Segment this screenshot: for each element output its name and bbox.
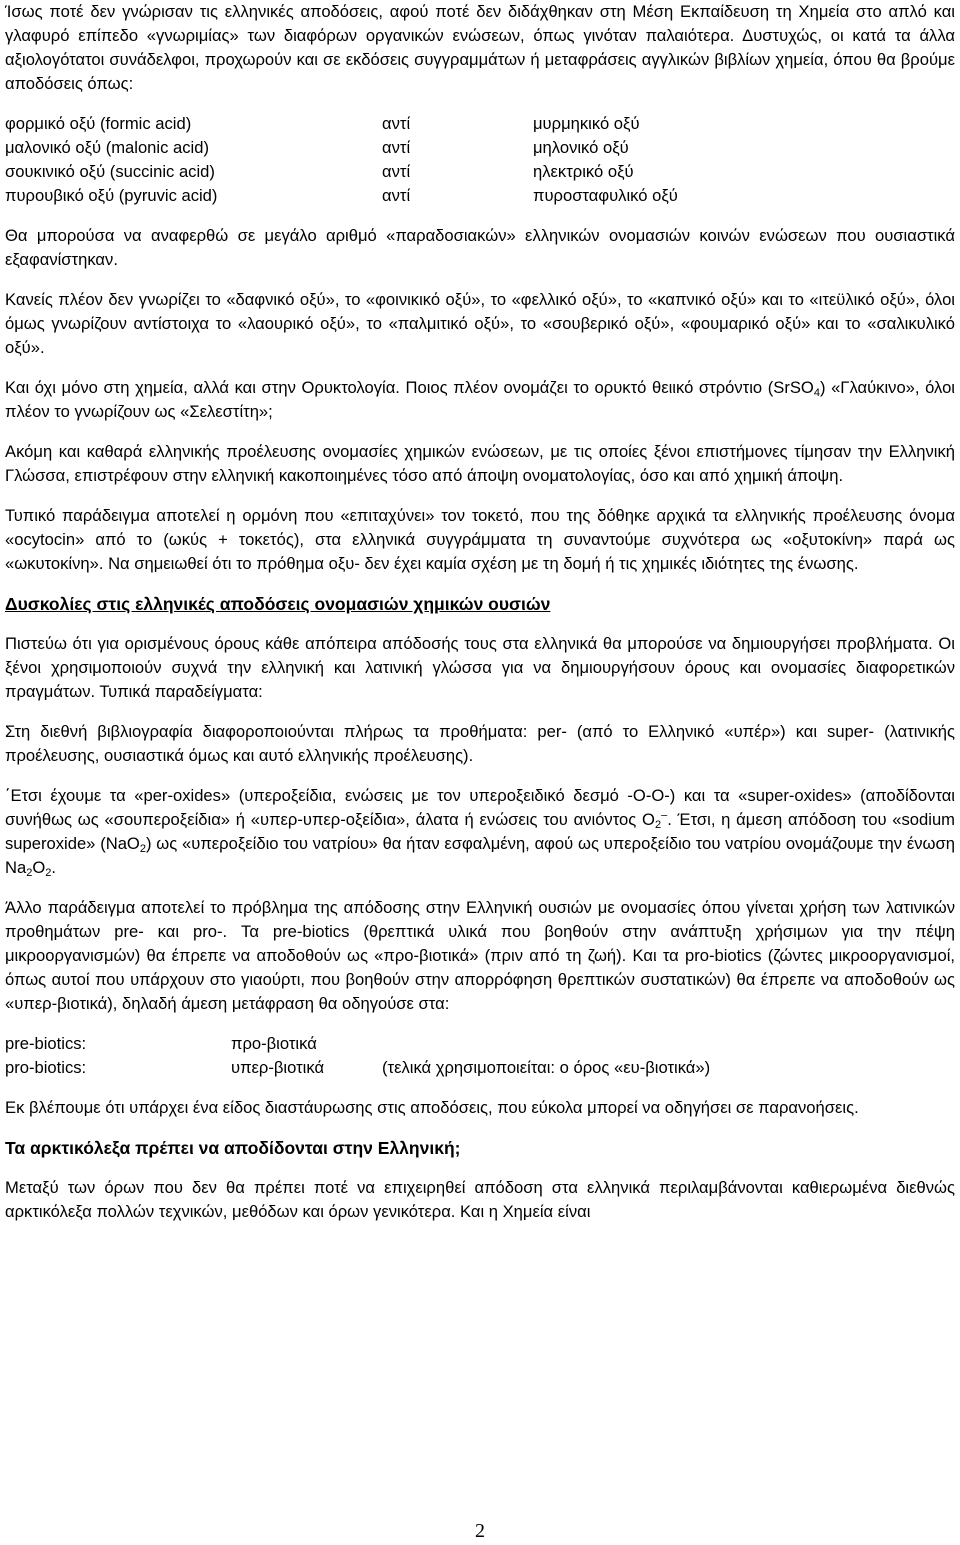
acid-row	[5, 136, 955, 160]
term: pro-biotics:	[5, 1058, 87, 1077]
paragraph-difficulties: Πιστεύω ότι για ορισμένους όρους κάθε απόπειρα απόδοσής τους στα ελληνικά θα μπορούσε να δημιουργήσει προβλήματα. Οι ξένοι χρησιμοποιούν συχνά την ελληνική και λατινική γλώσσα για να δημιουργήσουν όρους και ονομασίες διαφορετικών πραγμάτων. Τυπικά παραδείγματα:	[5, 634, 955, 701]
paragraph-mineralogy: Και όχι μόνο στη χημεία, αλλά και στην Ορυκτολογία. Ποιος πλέον ονομάζει το ορυκτό θειικό στρόντιο (SrSO$_4$) «Γλαύκινο», όλοι πλέον το γνωρίζουν ως «Σελεστίτη»;	[5, 378, 955, 421]
acid-row	[5, 184, 955, 208]
paragraph-oxytocin: Τυπικό παράδειγμα αποτελεί η ορμόνη που «επιταχύνει» τον τοκετό, που της δόθηκε αρχικά τα ελληνικής προέλευσης όνομα «ocytocin» από το (ωκύς + τοκετός), στα ελληνικά συγγράμματα τη συναντούμε συχνότερα ως «οξυτοκίνη» παρά ως «ωκυτοκίνη». Να σημειωθεί ότι το πρόθημα οξυ- δεν έχει καμία σχέση με τη δομή ή τις χημικές ιδιότητες της ένωσης.	[5, 506, 955, 573]
term-note	[382, 1032, 955, 1056]
paragraph-acid-examples: Κανείς πλέον δεν γνωρίζει το «δαφνικό οξύ», το «φοινικικό οξύ», το «φελλικό οξύ», το «καπνικό οξύ» και το «ιτεϋλικό οξύ», όλοι όμως γνωρίζουν αντίστοιχα το «λαουρικό οξύ», το «παλμιτικό οξύ», το «σουβερικό οξύ», «φουμαρικό οξύ» και το «σαλικυλικό οξύ».	[5, 290, 955, 357]
paragraph-acronyms: Μεταξύ των όρων που δεν θα πρέπει ποτέ να επιχειρηθεί απόδοση στα ελληνικά περιλαμβάνονται καθιερωμένα διεθνώς αρκτικόλεξα πολλών τεχνικών, μεθόδων και όρων γενικότερα. Και η Χημεία είναι	[5, 1178, 955, 1221]
paragraph-oxides: ΄Ετσι έχουμε τα «per-oxides» (υπεροξείδια, ενώσεις με τον υπεροξειδικό δεσμό -O-O-) και τα «super-oxides» (αποδίδονται συνήθως ως «σουπεροξείδια» ή «υπερ-υπερ-οξείδια», άλατα ή ενώσεις του ανιόντος $O_2^-$. Έτσι, η άμεση απόδοση του «sodium superoxide» (NaO$_2$) ως «υπεροξείδιο του νατρίου» θα ήταν εσφαλμένη, αφού ως υπεροξείδιο του νατρίου ονομάζουμε την ένωση $Na_2O_2$.	[5, 786, 955, 879]
instead-of: αντί	[382, 186, 411, 205]
term-note: (τελικά χρησιμοποιείται: ο όρος «ευ-βιοτικά»)	[382, 1058, 711, 1077]
foreign-name: πυρουβικό οξύ (pyruvic acid)	[5, 186, 218, 205]
greek-term: προ-βιοτικά	[231, 1034, 317, 1053]
paragraph-greek-origin: Ακόμη και καθαρά ελληνικής προέλευσης ονομασίες χημικών ενώσεων, με τις οποίες ξένοι επιστήμονες τίμησαν την Ελληνική Γλώσσα, επιστρέφουν στην ελληνική κακοποιημένες τόσο από άποψη ονοματολογίας, όσο και από χημική άποψη.	[5, 442, 955, 485]
instead-of: αντί	[382, 162, 411, 181]
acid-row	[5, 160, 955, 184]
biotics-row	[5, 1056, 955, 1080]
greek-name: μηλονικό οξύ	[533, 138, 629, 157]
paragraph-intro: Ίσως ποτέ δεν γνώρισαν τις ελληνικές αποδόσεις, αφού ποτέ δεν διδάχθηκαν στη Μέση Εκπαίδευση τη Χημεία στο απλό και γλαφυρό επίπεδο «γνωριμίας» των διαφόρων οργανικών ενώσεων, όπως γινόταν παλαιότερα. Δυστυχώς, οι κατά τα άλλα αξιολογότατοι συνάδελφοι, προχωρούν και σε εκδόσεις συγγραμμάτων ή μεταφράσεις αγγλικών βιβλίων χημεία, όπου θα βρούμε αποδόσεις όπως:	[5, 2, 955, 93]
greek-name: πυροσταφυλικό οξύ	[533, 186, 678, 205]
biotics-row	[5, 1032, 955, 1056]
section-heading: Δυσκολίες στις ελληνικές αποδόσεις ονομασιών χημικών ουσιών	[5, 594, 551, 614]
acid-comparison-list	[5, 112, 955, 208]
paragraph-prefixes: Στη διεθνή βιβλιογραφία διαφοροποιούνται πλήρως τα προθήματα: per- (από το Ελληνικό «υπέρ») και super- (λατινικής προέλευσης, ουσιαστικά όμως και αυτό ελληνικής προέλευσης).	[5, 722, 955, 765]
paragraph-biotics: Άλλο παράδειγμα αποτελεί το πρόβλημα της απόδοσης στην Ελληνική ουσιών με ονομασίες όπου γίνεται χρήση των λατινικών προθημάτων pre- και pro-. Τα pre-biotics (θρεπτικά υλικά που βοηθούν στην ανάπτυξη χρήσιμων για την πέψη μικροοργανισμών) θα έπρεπε να αποδοθούν ως «προ-βιοτικά» (πριν από τη ζωή). Και τα pro-biotics (ζώντες μικροοργανισμοί, όπως αυτοί που υπάρχουν στο γιαούρτι, που βοηθούν στην απορρόφηση θρεπτικών συστατικών) θα έπρεπε να αποδοθούν ως «υπερ-βιοτικά), δηλαδή άμεση μετάφραση θα οδηγούσε στα:	[5, 898, 955, 1013]
instead-of: αντί	[382, 138, 411, 157]
greek-term: υπερ-βιοτικά	[231, 1058, 325, 1077]
document-page	[5, 0, 955, 1224]
paragraph-confusion: Εκ βλέπουμε ότι υπάρχει ένα είδος διαστάυρωσης στις αποδόσεις, που εύκολα μπορεί να οδηγήσει σε παρανοήσεις.	[5, 1098, 859, 1117]
acid-row	[5, 112, 955, 136]
foreign-name: σουκινικό οξύ (succinic acid)	[5, 162, 215, 181]
greek-name: ηλεκτρικό οξύ	[533, 162, 634, 181]
page-number: 2	[475, 1520, 485, 1542]
term: pre-biotics:	[5, 1034, 87, 1053]
paragraph-traditional-names: Θα μπορούσα να αναφερθώ σε μεγάλο αριθμό «παραδοσιακών» ελληνικών ονομασιών κοινών ενώσεων που ουσιαστικά εξαφανίστηκαν.	[5, 226, 955, 269]
biotics-list	[5, 1032, 955, 1080]
section-heading-acronyms: Τα αρκτικόλεξα πρέπει να αποδίδονται στην Ελληνική;	[5, 1138, 461, 1158]
greek-name: μυρμηκικό οξύ	[533, 114, 640, 133]
foreign-name: μαλονικό οξύ (malonic acid)	[5, 138, 209, 157]
foreign-name: φορμικό οξύ (formic acid)	[5, 114, 192, 133]
instead-of: αντί	[382, 114, 411, 133]
